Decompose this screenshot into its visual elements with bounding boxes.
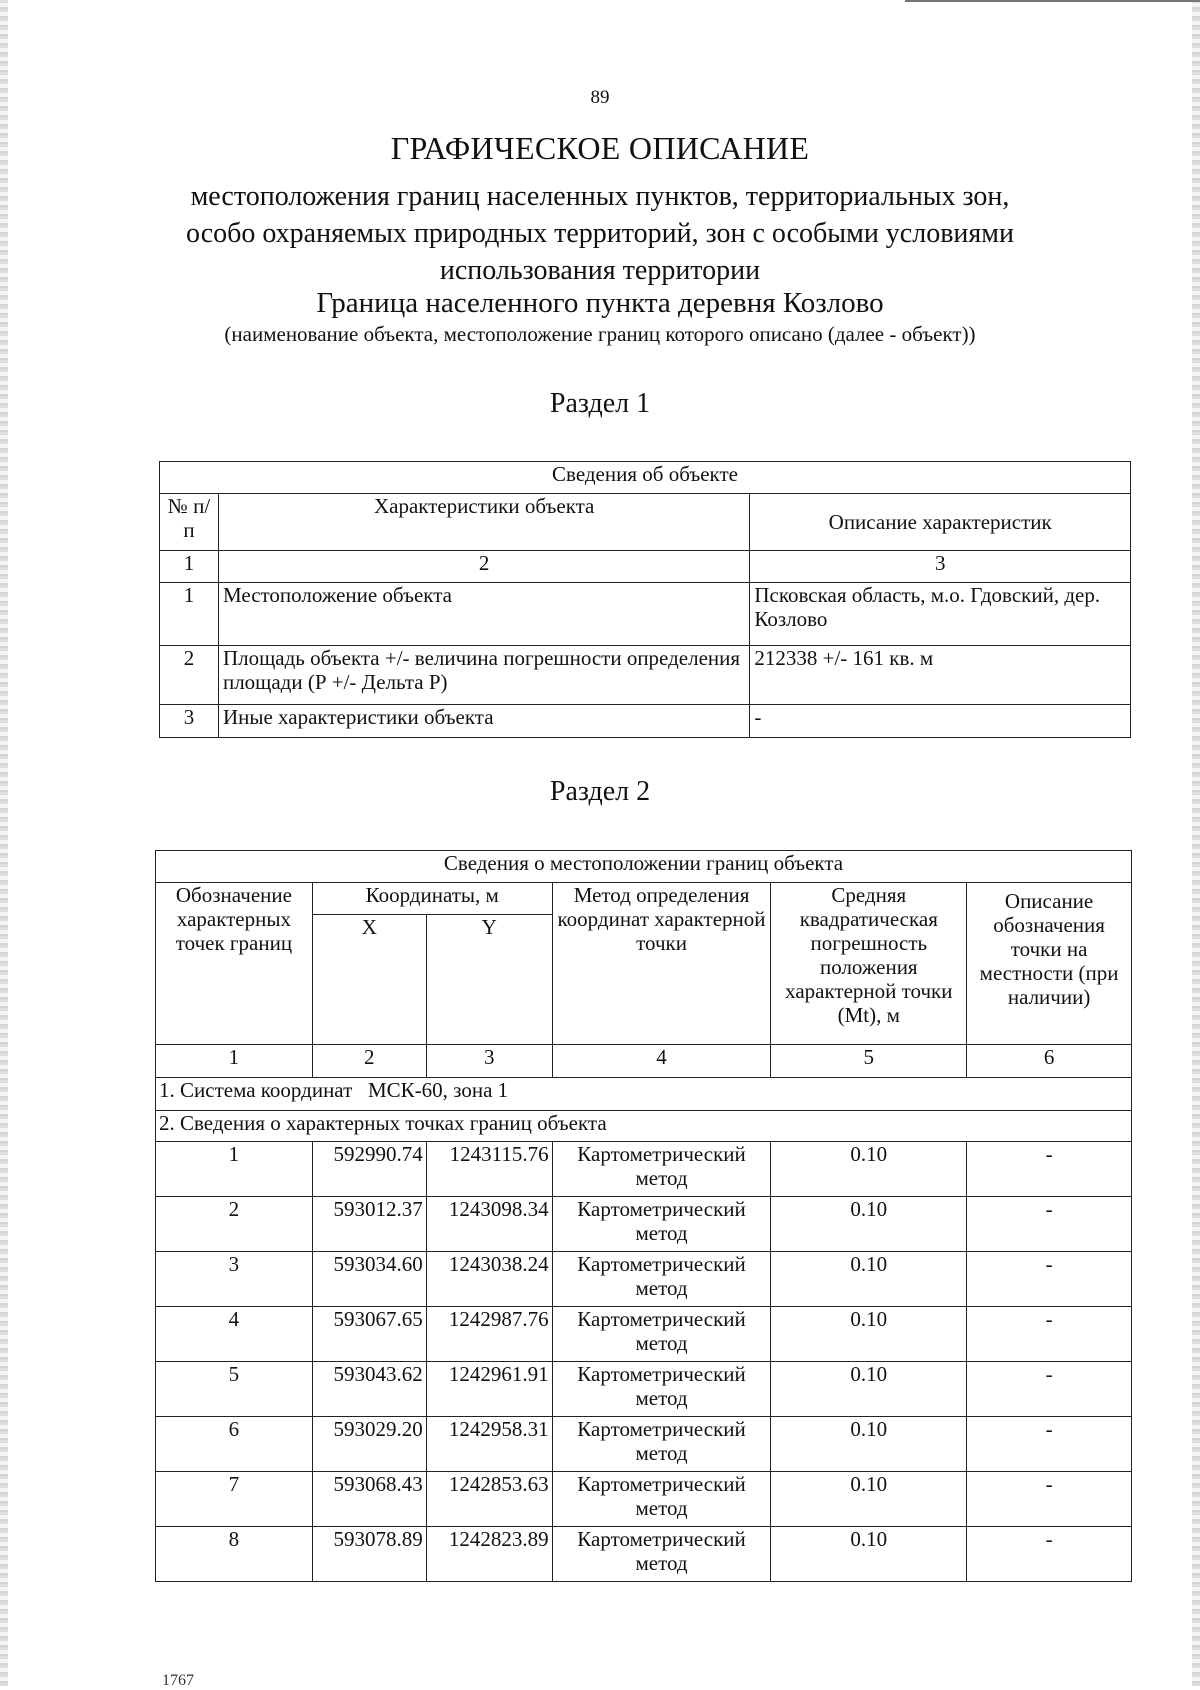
coordinate-system: 1. Система координат МСК-60, зона 1 — [156, 1078, 1132, 1111]
characteristic-value: 212338 +/- 161 кв. м — [750, 646, 1131, 705]
point-description: - — [967, 1252, 1132, 1307]
document-title: ГРАФИЧЕСКОЕ ОПИСАНИЕ — [390, 130, 810, 166]
coord-x: 593034.60 — [312, 1252, 426, 1307]
method: Картометрический метод — [552, 1417, 771, 1472]
column-number: 5 — [771, 1045, 967, 1078]
header-description: Описание обозначения точки на местности (при наличии) — [967, 883, 1132, 1045]
method: Картометрический метод — [552, 1527, 771, 1582]
method: Картометрический метод — [552, 1142, 771, 1197]
mean-error: 0.10 — [771, 1472, 967, 1527]
characteristic-value: Псковская область, м.о. Гдовский, дер. Козлово — [750, 583, 1131, 646]
points-body — [156, 1142, 1132, 1582]
method: Картометрический метод — [552, 1197, 771, 1252]
point-label: 5 — [156, 1362, 313, 1417]
row-number: 3 — [160, 705, 219, 738]
coord-x: 593067.65 — [312, 1307, 426, 1362]
table-row — [156, 1472, 1132, 1527]
column-number: 6 — [967, 1045, 1132, 1078]
point-description: - — [967, 1362, 1132, 1417]
point-description: - — [967, 1197, 1132, 1252]
section-1-title: Раздел 1 — [549, 388, 651, 419]
point-description: - — [967, 1307, 1132, 1362]
table-row — [156, 1527, 1132, 1582]
method: Картометрический метод — [552, 1307, 771, 1362]
point-label: 8 — [156, 1527, 313, 1582]
mean-error: 0.10 — [771, 1362, 967, 1417]
point-label: 1 — [156, 1142, 313, 1197]
subtitle-line: использования территории — [439, 255, 761, 286]
row-number: 2 — [160, 646, 219, 705]
coord-y: 1242823.89 — [426, 1527, 552, 1582]
top-rule — [905, 0, 1200, 2]
point-label: 4 — [156, 1307, 313, 1362]
point-label: 2 — [156, 1197, 313, 1252]
table-row — [156, 1362, 1132, 1417]
point-description: - — [967, 1472, 1132, 1527]
coord-x: 593029.20 — [312, 1417, 426, 1472]
coord-x: 593043.62 — [312, 1362, 426, 1417]
mean-error: 0.10 — [771, 1252, 967, 1307]
coord-y: 1242961.91 — [426, 1362, 552, 1417]
coord-x: 593068.43 — [312, 1472, 426, 1527]
point-description: - — [967, 1527, 1132, 1582]
characteristic-value: - — [750, 705, 1131, 738]
footer-mark: 1767 — [162, 1672, 194, 1689]
method: Картометрический метод — [552, 1472, 771, 1527]
table-row — [156, 1142, 1132, 1197]
column-number: 2 — [218, 551, 749, 583]
header-point: Обозначение характерных точек границ — [156, 883, 313, 1045]
column-number: 4 — [552, 1045, 771, 1078]
mean-error: 0.10 — [771, 1142, 967, 1197]
header-error: Средняя квадратическая погрешность положения характерной точки (Mt), м — [771, 883, 967, 1045]
coord-y: 1243038.24 — [426, 1252, 552, 1307]
object-name-caption: (наименование объекта, местоположение границ которого описано (далее - объект)) — [224, 322, 976, 346]
point-label: 3 — [156, 1252, 313, 1307]
header-y: Y — [426, 915, 552, 1045]
document-subtitle — [0, 178, 1200, 289]
coord-y: 1243115.76 — [426, 1142, 552, 1197]
object-name: Граница населенного пункта деревня Козлово — [316, 287, 884, 319]
point-description: - — [967, 1142, 1132, 1197]
points-heading: 2. Сведения о характерных точках границ объекта — [156, 1111, 1132, 1142]
header-method: Метод определения координат характерной точки — [552, 883, 771, 1045]
header-cell: № п/п — [160, 494, 219, 551]
column-number: 3 — [426, 1045, 552, 1078]
characteristic-name: Иные характеристики объекта — [218, 705, 749, 738]
mean-error: 0.10 — [771, 1417, 967, 1472]
subtitle-line: местоположения границ населенных пунктов, территориальных зон, — [190, 181, 1010, 212]
table-row — [156, 1417, 1132, 1472]
coord-y: 1242958.31 — [426, 1417, 552, 1472]
header-cell: Характеристики объекта — [218, 494, 749, 551]
method: Картометрический метод — [552, 1252, 771, 1307]
section-2-title: Раздел 2 — [549, 776, 651, 807]
column-number: 1 — [160, 551, 219, 583]
coord-x: 593012.37 — [312, 1197, 426, 1252]
coord-x: 592990.74 — [312, 1142, 426, 1197]
point-description: - — [967, 1417, 1132, 1472]
coord-y: 1242987.76 — [426, 1307, 552, 1362]
subtitle-line: особо охраняемых природных территорий, зон с особыми условиями — [186, 218, 1014, 249]
object-info-table — [159, 461, 1131, 738]
table-row — [156, 1252, 1132, 1307]
column-number: 2 — [312, 1045, 426, 1078]
point-label: 6 — [156, 1417, 313, 1472]
table-title: Сведения о местоположении границ объекта — [156, 851, 1132, 883]
header-x: X — [312, 915, 426, 1045]
mean-error: 0.10 — [771, 1197, 967, 1252]
mean-error: 0.10 — [771, 1527, 967, 1582]
column-number: 1 — [156, 1045, 313, 1078]
page-number: 89 — [590, 87, 610, 108]
characteristic-name: Площадь объекта +/- величина погрешности определения площади (Р +/- Дельта Р) — [218, 646, 749, 705]
row-number: 1 — [160, 583, 219, 646]
method: Картометрический метод — [552, 1362, 771, 1417]
mean-error: 0.10 — [771, 1307, 967, 1362]
coord-x: 593078.89 — [312, 1527, 426, 1582]
coord-y: 1243098.34 — [426, 1197, 552, 1252]
column-number: 3 — [750, 551, 1131, 583]
table-row — [156, 1307, 1132, 1362]
coord-y: 1242853.63 — [426, 1472, 552, 1527]
table-row — [156, 1197, 1132, 1252]
point-label: 7 — [156, 1472, 313, 1527]
header-coords: Координаты, м — [312, 883, 552, 915]
boundary-points-table — [155, 850, 1132, 1582]
characteristic-name: Местоположение объекта — [218, 583, 749, 646]
header-cell: Описание характеристик — [750, 494, 1131, 551]
table-title: Сведения об объекте — [160, 462, 1131, 494]
